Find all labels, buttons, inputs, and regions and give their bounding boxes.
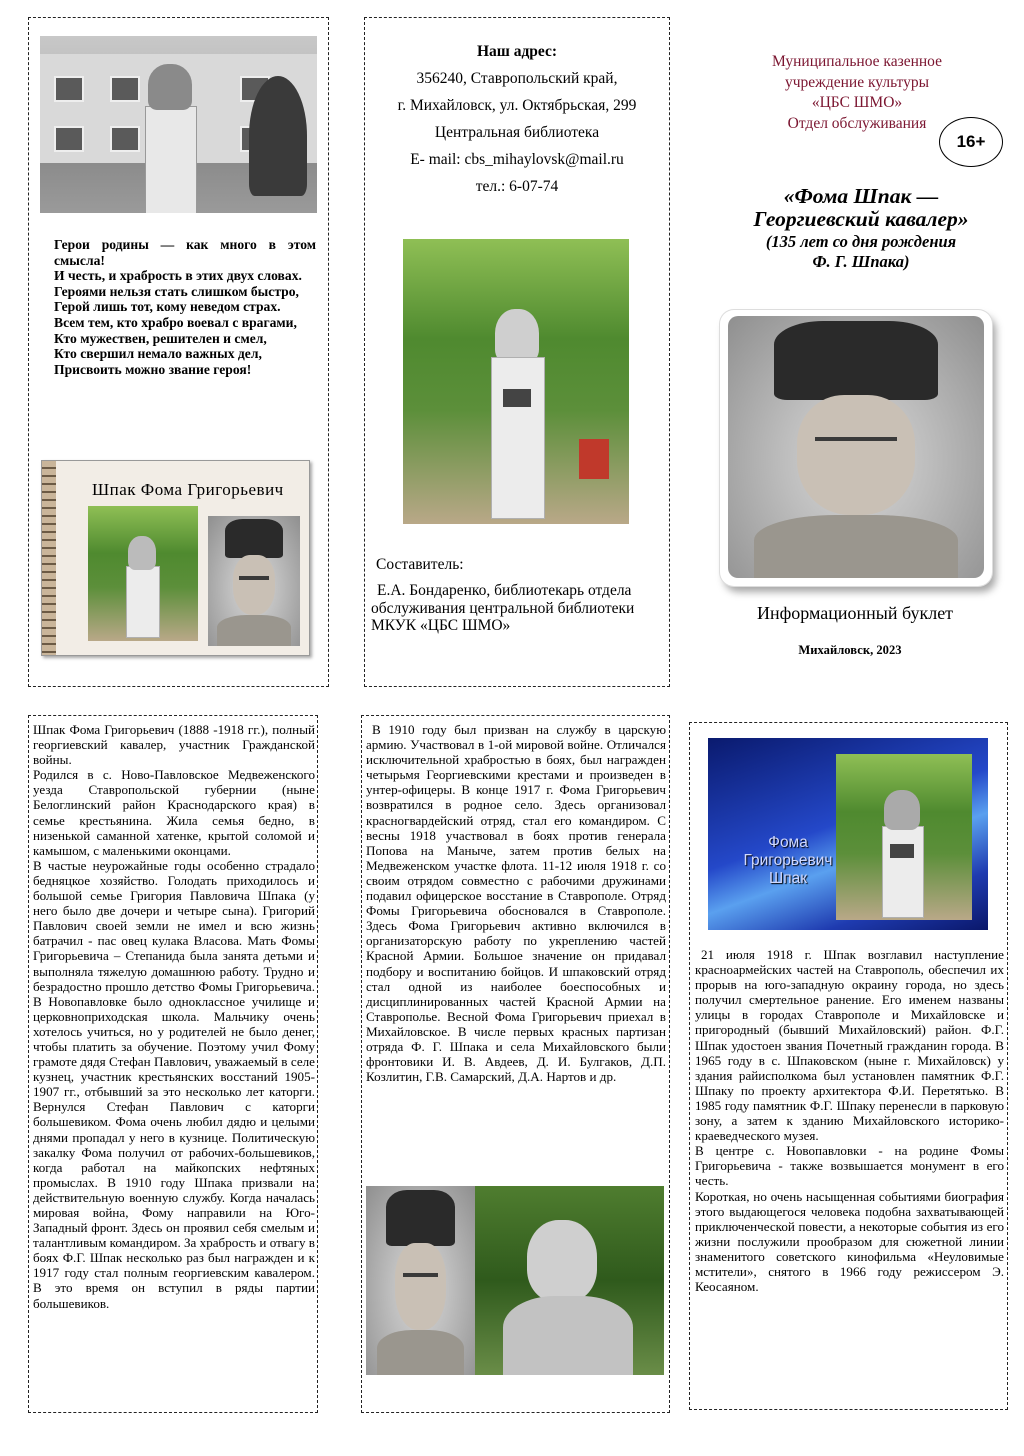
age-rating-badge: 16+: [939, 117, 1003, 167]
bio-portrait-photo: [366, 1186, 475, 1375]
poem-line: Присвоить можно звание героя!: [54, 361, 252, 377]
org-line: Отдел обслуживания: [787, 114, 927, 132]
org-line: учреждение культуры: [784, 73, 930, 91]
banner-label-line: Фома: [768, 834, 808, 851]
cover-portrait-photo: [728, 316, 984, 578]
poem-line: Герои родины — как много в этом смысла!: [54, 237, 316, 268]
poem-line: Кто мужествен, решителен и смел,: [54, 330, 267, 346]
banner-label-line: Шпак: [768, 870, 807, 887]
poem-line: И честь, и храбрость в этих двух словах.: [54, 268, 302, 284]
phone-line: тел.: 6-07-74: [475, 178, 559, 195]
subtitle-line: (135 лет со дня рождения: [765, 232, 957, 251]
bio-paragraph: Шпак Фома Григорьевич (1888 -1918 гг.), полный георгиевский кавалер, участник Гражданской войны.: [33, 722, 315, 768]
bust-closeup-photo: [475, 1186, 664, 1375]
compiler-text: Е.А. Бондаренко, библиотекарь отдела обслуживания центральной библиотеки МКУК «ЦБС ШМО»: [371, 582, 635, 634]
poem: [54, 237, 316, 377]
address-line: 356240, Ставропольский край,: [416, 70, 618, 87]
booklet-subtitle: [715, 232, 1007, 272]
poem-line: Герой лишь тот, кому неведом страх.: [54, 299, 281, 315]
bio-paragraph: Родился в с. Ново-Павловское Медвеженского уезда Ставропольской губернии (ныне Белоглинский район Краснодарского края) в семье крестьянина. Жила семья бедно, в низенькой саманной хатенке, крытой соломой и камышом, с маленькими оконцами.: [33, 767, 315, 858]
cover-portrait-frame: [720, 310, 992, 586]
poem-line: Всем тем, кто храбро воевал с врагами,: [54, 314, 297, 330]
email-line: E- mail: cbs_mihaylovsk@mail.ru: [410, 151, 624, 168]
bio-column-1: [33, 722, 315, 1311]
bio-paragraph: 21 июля 1918 г. Шпак возглавил наступление красноармейских частей на Ставрополь, обеспечил их прорыв на юго-западную окраину города, но здесь получил смертельное ранение. Его именем названы улицы в городах Ставрополе и Михайловске и пригородный (бывший Михайловский) район. Ф.Г. Шпак удостоен звания Почетный гражданин города. В 1965 году в с. Шпаковском (ныне г. Михайловск) у здания райисполкома был установлен памятник Ф.Г. Шпаку по проекту архитектора Ф.И. Перетятько. В 1985 году памятник Ф.Г. Шпаку перенесли в парковую зону, а затем к зданию Михайловского историко-краеведческого музея.: [695, 947, 1004, 1144]
address-block: [364, 38, 670, 200]
poem-line: Героями нельзя стать слишком быстро,: [54, 283, 299, 299]
title-line: Георгиевский кавалер»: [753, 207, 969, 231]
bio-column-3: [695, 947, 1004, 1294]
organization-name: [745, 52, 969, 134]
monument-photo: [403, 239, 629, 524]
card-title: Шпак Фома Григорьевич: [92, 480, 284, 499]
subtitle-line: Ф. Г. Шпака): [812, 252, 910, 271]
org-line: Муниципальное казенное: [771, 53, 942, 70]
address-line: Центральная библиотека: [434, 124, 600, 141]
banner-label-line: Григорьевич: [743, 852, 833, 869]
compiler-heading: Составитель:: [376, 556, 464, 573]
title-line: «Фома Шпак —: [783, 184, 939, 208]
banner-image: [708, 738, 988, 930]
banner-monument-photo: [836, 754, 972, 920]
org-line: «ЦБС ШМО»: [811, 94, 903, 111]
booklet-title: [715, 185, 1007, 231]
card-monument-photo: [88, 506, 198, 641]
city-year: Михайловск, 2023: [798, 643, 902, 657]
card-portrait-photo: [208, 516, 300, 646]
bio-paragraph: В 1910 году был призван на службу в царскую армию. Участвовал в 1-ой мировой войне. Отличался исключительной храбростью в боях, был награжден четырьмя Георгиевскими крестами и произведен в унтер-офицеры. В конце 1917 г. Фома Григорьевич возвратился в родное село. Здесь организовал красногвардейский отряд, стал его командиром. С весны 1918 участвовал в боях против генерала Попова на Маныче, затем против белых на Медвеженском участке флота. 11-12 июля 1918 г. со своим отрядом совместно с рабочими дружинами подавил офицерское восстание в Ставрополе. Отряд Фомы Григорьевича обосновался в Ставрополе. Здесь Фома Григорьевич активно включился в организаторскую работу по укреплению частей Красной Армии. Большое значение он придавал подбору и воспитанию бойцов. И шпаковский отряд стал одной из наиболее боеспособных и дисциплинированных частей Красной Армии на Ставрополье. Весной Фома Григорьевич приехал в Михайловское. В числе первых красных партизан отряда Ф. Г. Шпака и села Михайловского были фронтовики И. В. Авдеев, Д. И. Булгаков, Д.П. Козлитин, Г.В. Самарский, Д.А. Нартов и др.: [366, 722, 666, 1085]
address-line: г. Михайловск, ул. Октябрьская, 299: [397, 97, 637, 114]
bio-paragraph: В центре с. Новопавловки - на родине Фомы Григорьевича - также возвышается монумент в его честь.: [695, 1143, 1004, 1189]
booklet-type: Информационный буклет: [756, 603, 954, 623]
notebook-spine: [42, 461, 56, 655]
bio-column-2: [366, 722, 666, 1084]
poem-line: Кто свершил немало важных дел,: [54, 346, 262, 362]
archive-monument-photo: [40, 36, 317, 213]
bio-paragraph: В частые неурожайные годы особенно страдало бедняцкое хозяйство. Голодать приходилось и большой семье Григория Павловича Шпака (у него было две дочери и четыре сына). Григорий Павлович своей земли не имел и всю жизнь батрачил - пас овец кулака Власова. Мать Фомы Григорьевича – Степанида была занята детьми и выполняла тяжелую домашнюю работу. Трудно и безрадостно прошло детство Фомы Григорьевича. В Новопавловке было одноклассное училище и церковноприходская школа. Мальчику очень хотелось учиться, но у родителей не было денег, чтобы платить за обучение. Поэтому учил Фому грамоте дядя Стефан Павлович, уважаемый в селе кузнец, участник крестьянских восстаний 1905-1907 гг., отбывший за это несколько лет каторги. Вернулся Стефан Павлович с каторги большевиком. Фома очень любил дядю и целыми днями пропадал у него в кузнице. Политическую закалку Фома получил от рабочих-большевиков, когда работал на майкопских нефтяных промыслах. В 1910 году Шпака призвали на действительную военную службу. Когда началась мировая война, Фому направили на Юго-Западный фронт. Здесь он проявил себя смелым и талантливым командиром. За храбрость и отвагу в боях Ф.Г. Шпак несколько раз был награжден и к 1917 году стал полным георгиевским кавалером. В это время он вступил в ряды партии большевиков.: [33, 857, 315, 1311]
notebook-card: [41, 460, 310, 656]
address-heading: Наш адрес:: [476, 43, 558, 60]
banner-label: [738, 834, 838, 888]
bio-paragraph: Короткая, но очень насыщенная событиями биография этого выдающегося человека подобна захватывающей приключенческой повести, а некоторые события из его жизни послужили прообразом для сюжетной линии знаменитого советского кинофильма «Неуловимые мстители», снятого в 1966 году режиссером Э. Кеосаяном.: [695, 1188, 1004, 1295]
